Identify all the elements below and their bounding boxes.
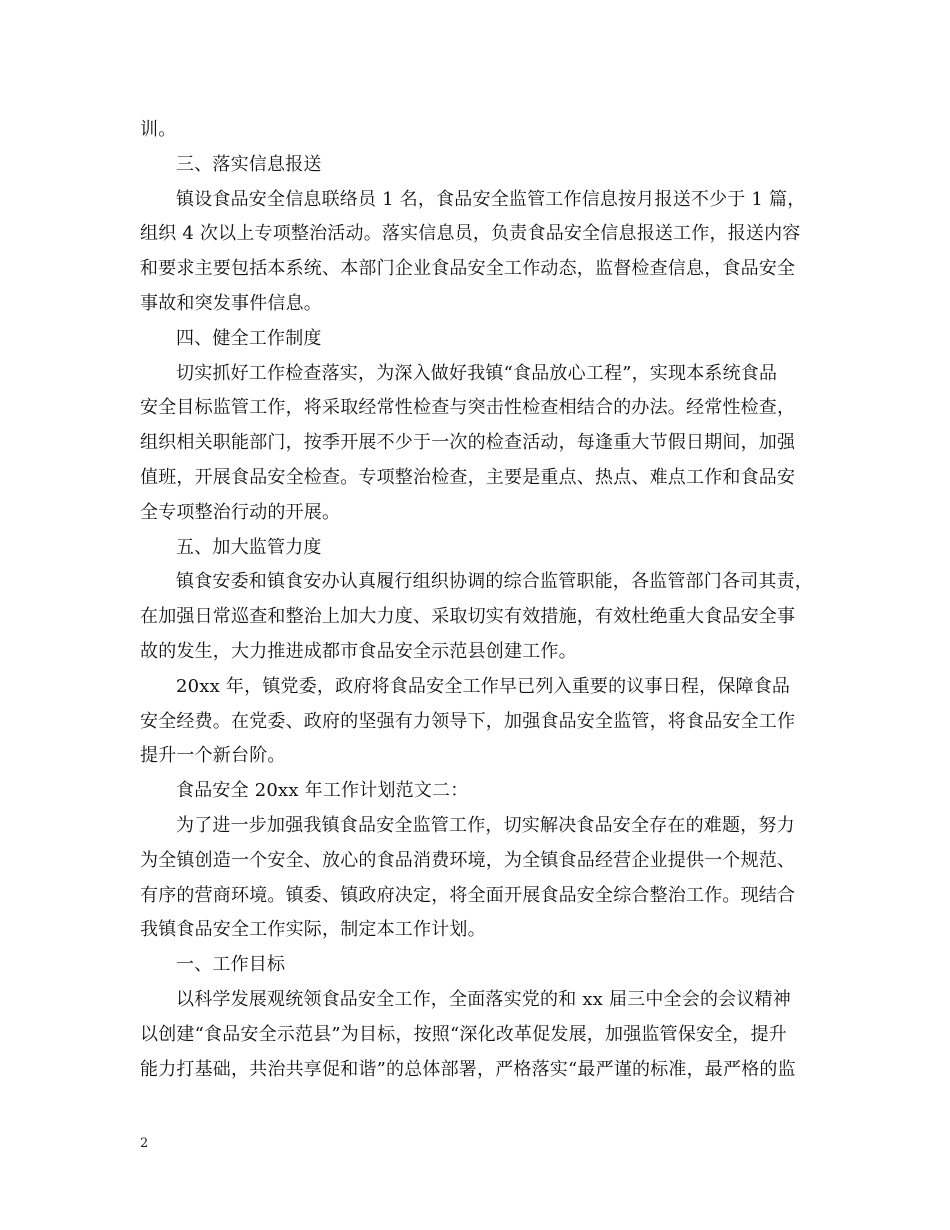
text-line: 安全经费。在党委、政府的坚强有力领导下，加强食品安全监管，将食品安全工作	[140, 710, 796, 732]
text-line: 为全镇创造一个安全、放心的食品消费环境，为全镇食品经营企业提供一个规范、	[140, 849, 796, 871]
text-line: 有序的营商环境。镇委、镇政府决定，将全面开展食品安全综合整治工作。现结合	[140, 884, 796, 906]
text-line: 和要求主要包括本系统、本部门企业食品安全工作动态，监督检查信息，食品安全	[140, 258, 796, 280]
text-line: 四、健全工作制度	[176, 327, 322, 349]
text-line: 故的发生，大力推进成都市食品安全示范县创建工作。	[140, 640, 577, 662]
text-line: 组织相关职能部门，按季开展不少于一次的检查活动，每逢重大节假日期间，加强	[140, 432, 796, 454]
text-line: 事故和突发事件信息。	[140, 292, 322, 314]
text-line: 镇食安委和镇食安办认真履行组织协调的综合监管职能，各监管部门各司其责，	[176, 571, 813, 593]
text-line: 三、落实信息报送	[176, 153, 322, 175]
text-line: 五、加大监管力度	[176, 536, 322, 558]
text-line: 训。	[140, 119, 177, 140]
text-line: 食品安全 20xx 年工作计划范文二：	[176, 780, 469, 802]
page-number: 2	[140, 1136, 149, 1151]
text-line: 值班，开展食品安全检查。专项整治检查，主要是重点、热点、难点工作和食品安	[140, 466, 796, 488]
text-line: 能力打基础，共治共享促和谐”的总体部署，严格落实“最严谨的标准，最严格的监	[140, 1058, 796, 1080]
text-line: 以创建“食品安全示范县”为目标，按照“深化改革促发展，加强监管保安全，提升	[140, 1023, 788, 1045]
text-line: 以科学发展观统领食品安全工作，全面落实党的和 xx 届三中全会的会议精神	[176, 988, 791, 1010]
text-line: 我镇食品安全工作实际，制定本工作计划。	[140, 919, 486, 941]
text-line: 切实抓好工作检查落实，为深入做好我镇“食品放心工程”，实现本系统食品	[176, 362, 778, 384]
text-line: 镇设食品安全信息联络员 1 名，食品安全监管工作信息按月报送不少于 1 篇，	[176, 188, 806, 210]
text-line: 提升一个新台阶。	[140, 745, 286, 767]
text-line: 组织 4 次以上专项整治活动。落实信息员，负责食品安全信息报送工作，报送内容	[140, 223, 801, 245]
text-line: 为了进一步加强我镇食品安全监管工作，切实解决食品安全存在的难题，努力	[176, 814, 795, 836]
text-line: 安全目标监管工作，将采取经常性检查与突击性检查相结合的办法。经常性检查，	[140, 397, 796, 419]
document-body	[140, 113, 812, 1087]
text-line: 全专项整治行动的开展。	[140, 501, 341, 523]
text-line: 一、工作目标	[176, 954, 286, 976]
text-line: 在加强日常巡查和整治上加大力度、采取切实有效措施，有效杜绝重大食品安全事	[140, 606, 796, 628]
text-line: 20xx 年，镇党委，政府将食品安全工作早已列入重要的议事日程，保障食品	[176, 675, 791, 697]
